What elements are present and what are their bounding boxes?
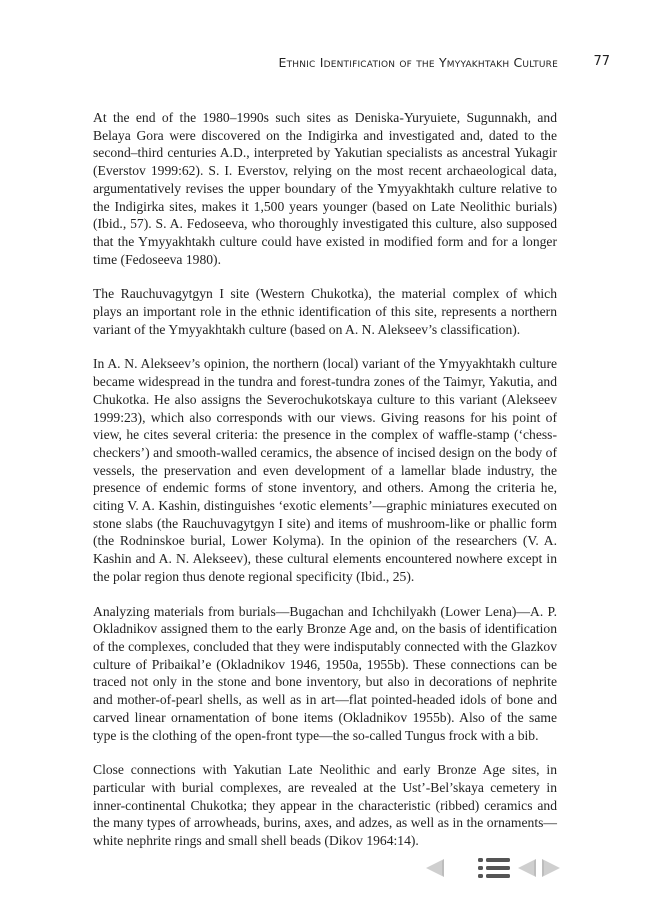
paragraph: At the end of the 1980–1990s such sites as Deniska-Yuryuiete, Sugunnakh, and Belaya Gora were discovered on the Indigirka and investigated and, dated to the second–third centuries A.D., interpreted by Yakutian specialists as ancestral Yukagir (Everstov 1999:62). S. I. Everstov, relying on the most recent archaeological data, argumentatively revises the upper boundary of the Ymyyakhtakh culture relative to the Indigirka sites, makes it 1,500 years younger (based on Late Neolithic burials) (Ibid., 57). S. A. Fedoseeva, who thoroughly investigated this culture, also supposed that the Ymyyakhtakh culture could have existed in modified form and for a longer time (Fedoseeva 1980). xyxy=(93,110,557,267)
paragraph: Close connections with Yakutian Late Neolithic and early Bronze Age sites, in particular with burial complexes, are revealed at the Ust’-Bel’skaya cemetery in inner-continental Chukotka; they appear in the characteristic (ribbed) ceramics and the many types of arrowheads, burins, axes, and adzes, as well as in the ornaments—white nephrite rings and small shell beads (Dikov 1964:14). xyxy=(93,762,557,849)
next-page-button[interactable] xyxy=(540,856,564,880)
body-text xyxy=(93,109,557,867)
paragraph: Analyzing materials from burials—Bugachan and Ichchilyakh (Lower Lena)—A. P. Okladnikov assigned them to the early Bronze Age and, on the basis of identification of the complexes, concluded that they were indisputably connected with the Glazkov culture of Pribaikal’e (Okladnikov 1946, 1950a, 1955b). These connections can be traced not only in the stone and bone inventory, but also in decorations of nephrite and mother-of-pearl shells, as well as in art—flat pointed-headed idols of bone and carved linear ornamentation of bone items (Okladnikov 1955b). Also of the same type is the clothing of the open-front type—the so-called Tungus frock with a bib. xyxy=(93,603,557,743)
previous-page-button[interactable] xyxy=(514,856,538,880)
paragraph: The Rauchuvagytgyn I site (Western Chukotka), the material complex of which plays an important role in the ethnic identification of this site, represents a northern variant of the Ymyyakhtakh culture (based on A. N. Alekseev’s classification). xyxy=(93,286,557,337)
running-title: Ethnic Identification of the Ymyyakhtakh Culture xyxy=(278,55,558,70)
previous-page-icon xyxy=(514,856,538,880)
next-page-icon xyxy=(540,856,564,880)
table-of-contents-button[interactable] xyxy=(476,856,512,880)
paragraph: In A. N. Alekseev’s opinion, the northern (local) variant of the Ymyyakhtakh culture became widespread in the tundra and forest-tundra zones of the Taimyr, Yakutia, and Chukotka. He also assigns the Severochukotskaya culture to this variant (Alekseev 1999:23), which also corresponds with our views. Giving reasons for his point of view, he cites several criteria: the presence in the complex of waffle-stamp (‘chess-checkers’) and smooth-walled ceramics, the absence of incised design on the body of vessels, the preservation and even development of a lamellar blade industry, the presence of endemic forms of stone inventory, and others. Among the criteria he, citing V. A. Kashin, distinguishes ‘exotic elements’—graphic miniatures executed on stone slabs (the Rauchuvagytgyn I site) and items of mushroom-like or phallic form (the Rodninskoe burial, Lower Kolyma). In the opinion of the researchers (V. A. Kashin and A. N. Alekseev), these cultural elements encountered nowhere except in the polar region thus denote regional specificity (Ibid., 25). xyxy=(93,356,557,584)
table-of-contents-icon xyxy=(476,856,512,880)
page-navigation xyxy=(420,856,570,882)
first-page-button[interactable] xyxy=(422,856,446,880)
page-number: 77 xyxy=(593,54,610,69)
page-header xyxy=(200,53,610,73)
first-page-icon xyxy=(422,856,446,880)
